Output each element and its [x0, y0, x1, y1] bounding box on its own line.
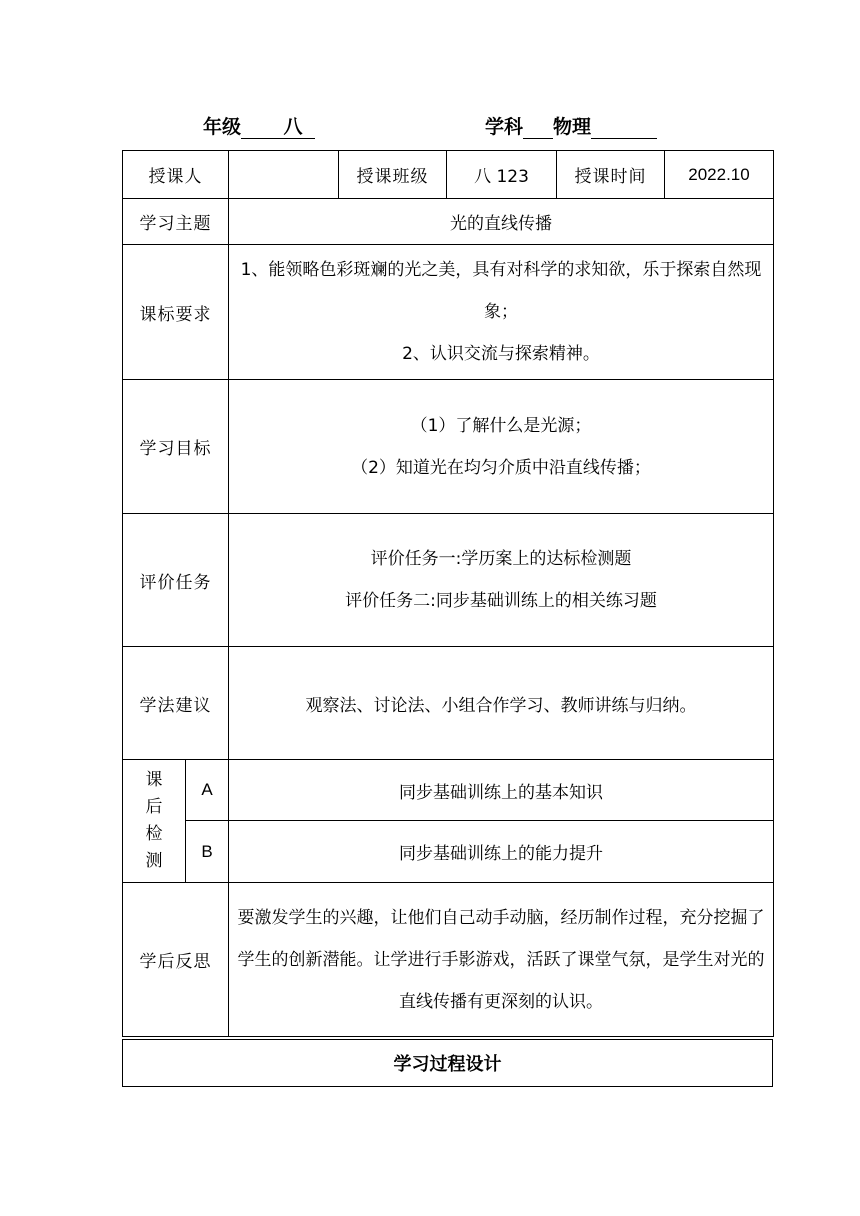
goal-line-1: （1）了解什么是光源；	[410, 415, 592, 436]
eval-line-1: 评价任务一:学历案上的达标检测题	[370, 549, 632, 569]
process-title: 学习过程设计	[123, 1040, 773, 1087]
eval-row	[123, 514, 774, 647]
subject-blank-right	[591, 116, 657, 139]
process-table	[122, 1039, 773, 1087]
grade-blank-left	[241, 116, 271, 139]
goal-line-2: （2）知道光在均匀介质中沿直线传播；	[351, 457, 651, 478]
method-row	[123, 647, 774, 760]
standard-row	[123, 245, 774, 380]
check-b-label: B	[186, 821, 229, 883]
subject-value: 物理	[553, 116, 592, 138]
goal-value	[229, 380, 774, 514]
subject-blank-left	[523, 116, 553, 139]
check-a-value: 同步基础训练上的基本知识	[229, 760, 774, 821]
check-b-row	[123, 821, 774, 883]
topic-value: 光的直线传播	[229, 199, 774, 245]
teacher-value	[229, 151, 339, 199]
goal-row	[123, 380, 774, 514]
reflect-row	[123, 883, 774, 1037]
eval-label: 评价任务	[123, 514, 229, 647]
topic-row	[123, 199, 774, 245]
standard-line-2: 2、认识交流与探索精神。	[402, 344, 600, 364]
eval-value	[229, 514, 774, 647]
standard-line-1: 1、能领略色彩斑斓的光之美，具有对科学的求知欲，乐于探索自然现象；	[240, 260, 762, 322]
reflect-label: 学后反思	[123, 883, 229, 1037]
class-label: 授课班级	[339, 151, 447, 199]
check-b-value: 同步基础训练上的能力提升	[229, 821, 774, 883]
time-value: 2022.10	[665, 151, 774, 199]
reflect-value: 要激发学生的兴趣，让他们自己动手动脑，经历制作过程，充分挖掘了学生的创新潜能。让学进行手影游戏，活跃了课堂气氛，是学生对光的直线传播有更深刻的认识。	[229, 883, 774, 1037]
subject-label: 学科	[485, 116, 524, 138]
goal-label: 学习目标	[123, 380, 229, 514]
method-label: 学法建议	[123, 647, 229, 760]
standard-value	[229, 245, 774, 380]
info-row	[123, 151, 774, 199]
method-value: 观察法、讨论法、小组合作学习、教师讲练与归纳。	[229, 647, 774, 760]
lesson-plan-table	[122, 150, 774, 1037]
grade-value: 八	[271, 116, 315, 139]
teacher-label: 授课人	[123, 151, 229, 199]
standard-label: 课标要求	[123, 245, 229, 380]
grade-field	[203, 112, 315, 139]
time-label: 授课时间	[557, 151, 665, 199]
grade-label: 年级	[203, 116, 242, 138]
check-a-label: A	[186, 760, 229, 821]
subject-field	[485, 112, 657, 139]
check-a-row	[123, 760, 774, 821]
class-value: 八 123	[447, 151, 557, 199]
topic-label: 学习主题	[123, 199, 229, 245]
document-header	[0, 112, 860, 144]
check-label: 课 后 检 测	[123, 760, 186, 883]
eval-line-2: 评价任务二:同步基础训练上的相关练习题	[345, 591, 657, 611]
